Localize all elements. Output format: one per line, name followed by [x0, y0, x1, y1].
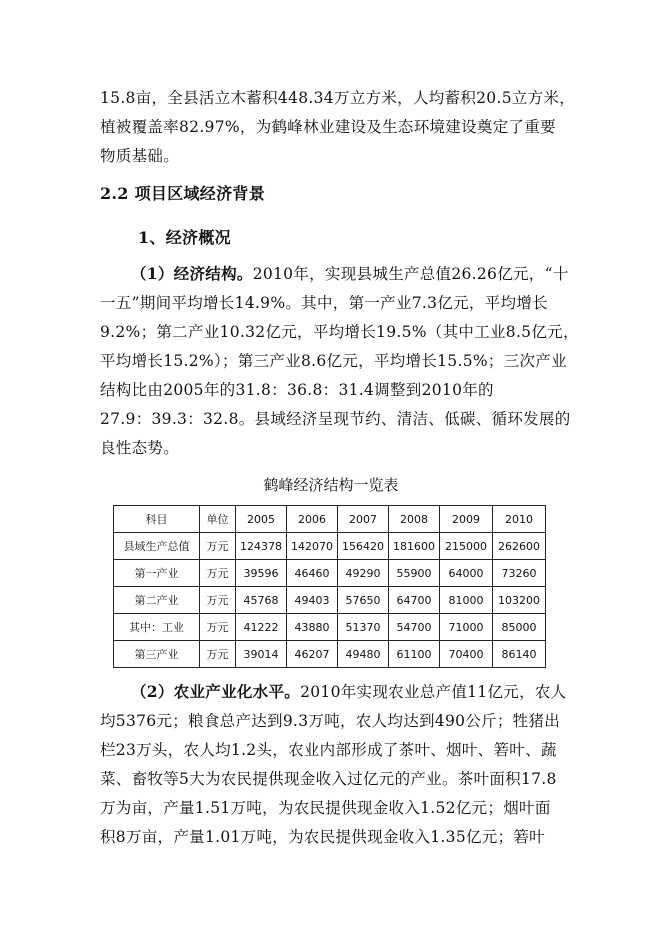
table-header-cell: 2009 — [440, 506, 493, 533]
para2-line-5: 万为亩，产量1.51万吨，为农民提供现金收入1.52亿元；烟叶面 — [100, 799, 551, 817]
table-cell: 215000 — [440, 533, 493, 560]
para2-line-6: 积8万亩，产量1.01万吨，为农民提供现金收入1.35亿元；箬叶 — [100, 828, 545, 846]
table-header-row — [114, 506, 546, 533]
intro-line-2: 植被覆盖率82.97%，为鹤峰林业建设及生态环境建设奠定了重要 — [100, 118, 556, 136]
para1-line-1 — [131, 264, 601, 284]
table-header-cell: 2006 — [287, 506, 338, 533]
table-cell: 64000 — [440, 560, 493, 587]
table-row — [114, 533, 546, 560]
table-cell: 70400 — [440, 641, 493, 668]
table-row — [114, 641, 546, 668]
table-row — [114, 587, 546, 614]
table-cell: 103200 — [493, 587, 546, 614]
table-cell: 71000 — [440, 614, 493, 641]
table-cell: 57650 — [338, 587, 389, 614]
subsection-title: 1、经济概况 — [138, 228, 231, 247]
economy-table — [113, 505, 546, 668]
table-cell: 第一产业 — [114, 560, 200, 587]
table-cell: 49290 — [338, 560, 389, 587]
intro-line-1: 15.8亩，全县活立木蓄积448.34万立方米，人均蓄积20.5立方米， — [100, 89, 576, 107]
table-cell: 其中：工业 — [114, 614, 200, 641]
table-cell: 第三产业 — [114, 641, 200, 668]
para1-line-3: 9.2%；第二产业10.32亿元，平均增长19.5%（其中工业8.5亿元， — [100, 323, 579, 341]
table-cell: 万元 — [200, 587, 236, 614]
table-cell: 43880 — [287, 614, 338, 641]
section-title: 2.2 项目区域经济背景 — [100, 184, 266, 203]
para1-label: （1）经济结构。 — [131, 264, 253, 283]
table-cell: 142070 — [287, 533, 338, 560]
para1-line-4: 平均增长15.2%）；第三产业8.6亿元，平均增长15.5%；三次产业 — [100, 352, 567, 370]
table-cell: 73260 — [493, 560, 546, 587]
table-cell: 61100 — [389, 641, 440, 668]
table-cell: 万元 — [200, 560, 236, 587]
para2-label: （2）农业产业化水平。 — [131, 682, 301, 701]
table-cell: 64700 — [389, 587, 440, 614]
table-row — [114, 560, 546, 587]
table-header-cell: 2010 — [493, 506, 546, 533]
table-header-cell: 2008 — [389, 506, 440, 533]
table-header-cell: 单位 — [200, 506, 236, 533]
para2-first-line-rest: 2010年实现农业总产值11亿元，农人 — [300, 683, 567, 701]
table-cell: 第二产业 — [114, 587, 200, 614]
para1-line-2: 一五”期间平均增长14.9%。其中，第一产业7.3亿元，平均增长 — [100, 294, 548, 312]
table-cell: 262600 — [493, 533, 546, 560]
para2-line-1 — [131, 682, 601, 702]
table-cell: 49403 — [287, 587, 338, 614]
para1-line-5: 结构比由2005年的31.8：36.8：31.4调整到2010年的 — [100, 381, 494, 399]
table-cell: 81000 — [440, 587, 493, 614]
para2-line-4: 菜、畜牧等5大为农民提供现金收入过亿元的产业。茶叶面积17.8 — [100, 770, 557, 788]
table-cell: 86140 — [493, 641, 546, 668]
para1-first-line-rest: 2010年，实现县城生产总值26.26亿元，“十 — [252, 265, 569, 283]
table-cell: 51370 — [338, 614, 389, 641]
table-header-cell: 2005 — [236, 506, 287, 533]
table-cell: 46460 — [287, 560, 338, 587]
para2-line-2: 均5376元；粮食总产达到9.3万吨，农人均达到490公斤；牲猪出 — [100, 712, 561, 730]
table-cell: 55900 — [389, 560, 440, 587]
table-cell: 85000 — [493, 614, 546, 641]
table-cell: 39014 — [236, 641, 287, 668]
table-cell: 181600 — [389, 533, 440, 560]
intro-line-3: 物质基础。 — [100, 147, 180, 165]
table-caption: 鹤峰经济结构一览表 — [263, 476, 399, 494]
table-cell: 46207 — [287, 641, 338, 668]
para1-line-6: 27.9：39.3：32.8。县域经济呈现节约、清洁、低碳、循环发展的 — [100, 410, 571, 428]
table-cell: 万元 — [200, 614, 236, 641]
table-cell: 54700 — [389, 614, 440, 641]
para1-line-7: 良性态势。 — [100, 439, 180, 457]
table-cell: 41222 — [236, 614, 287, 641]
table-row — [114, 614, 546, 641]
table-cell: 万元 — [200, 641, 236, 668]
table-header-cell: 2007 — [338, 506, 389, 533]
table-cell: 156420 — [338, 533, 389, 560]
table-cell: 39596 — [236, 560, 287, 587]
table-header-cell: 科目 — [114, 506, 200, 533]
table-cell: 45768 — [236, 587, 287, 614]
table-cell: 124378 — [236, 533, 287, 560]
table-cell: 万元 — [200, 533, 236, 560]
para2-line-3: 栏23万头，农人均1.2头，农业内部形成了茶叶、烟叶、箬叶、蔬 — [100, 741, 557, 759]
table-cell: 49480 — [338, 641, 389, 668]
table-cell: 县域生产总值 — [114, 533, 200, 560]
